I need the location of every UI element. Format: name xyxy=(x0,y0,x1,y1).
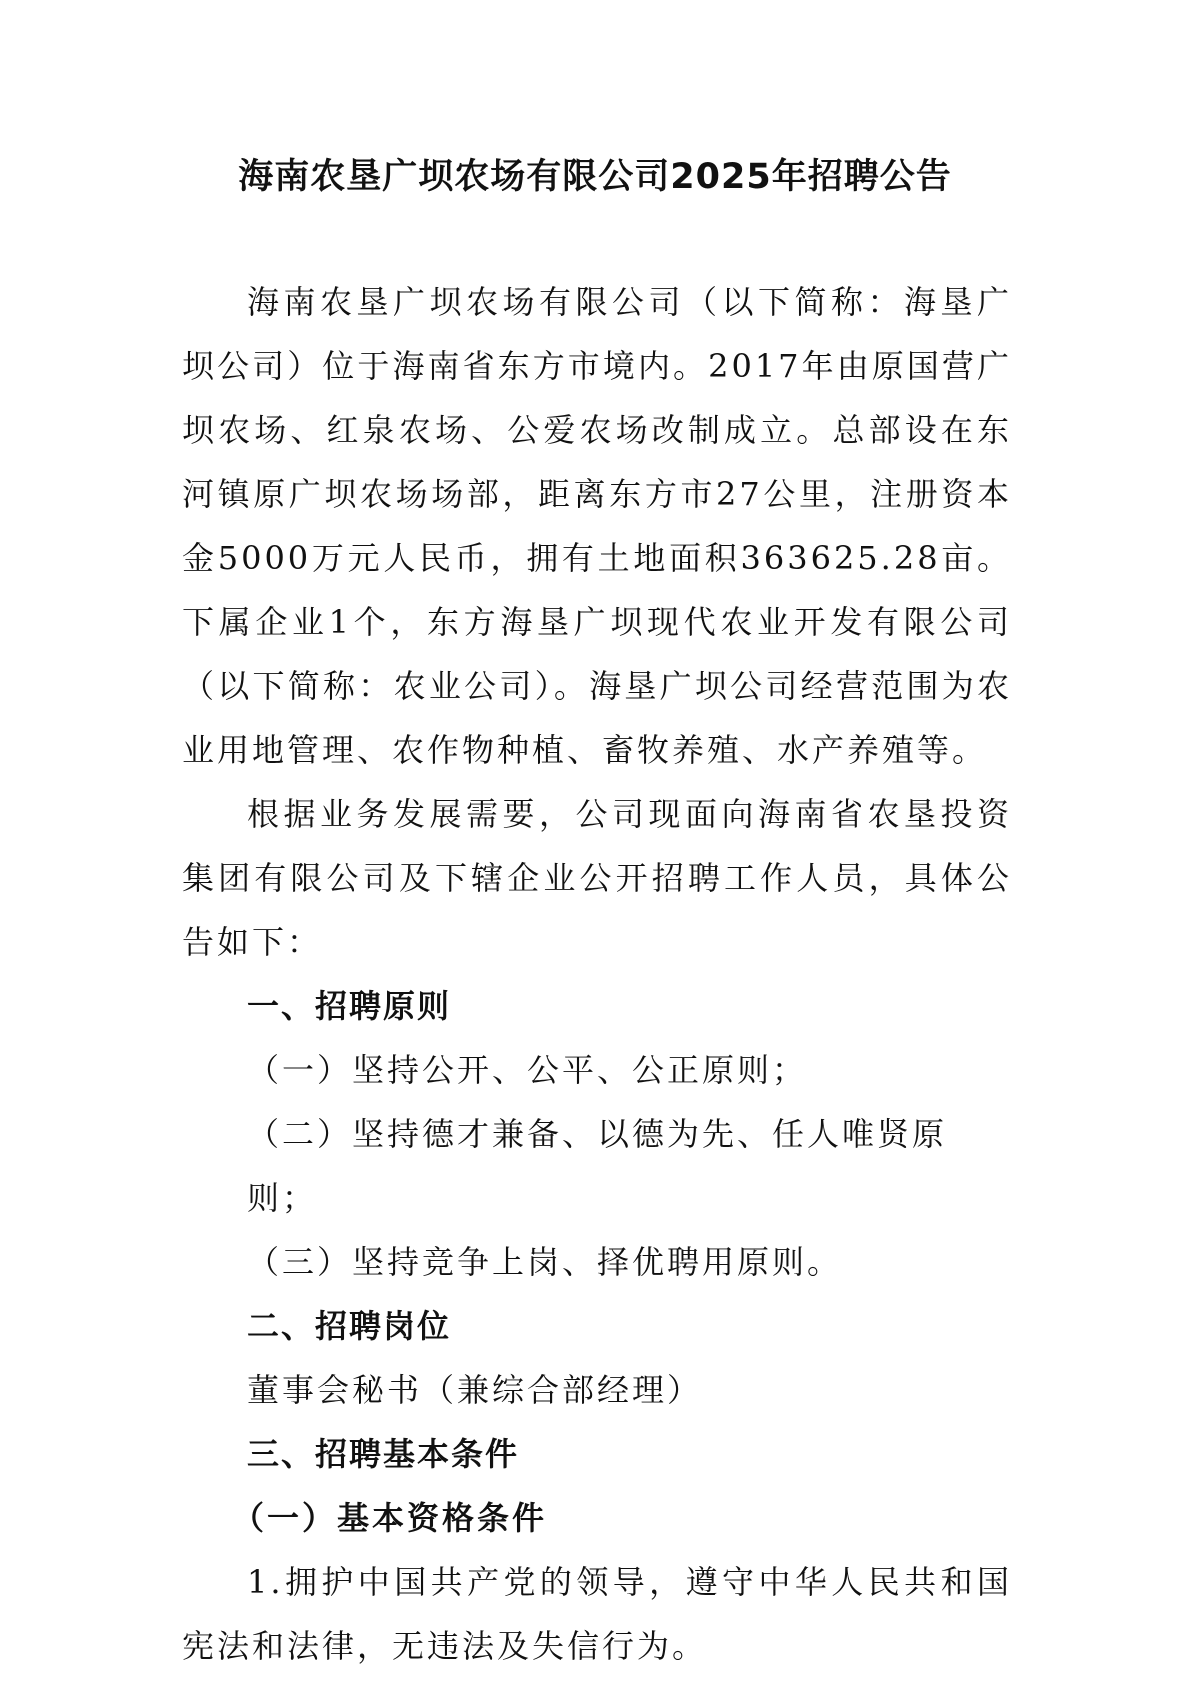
qualification-item-1: 1.拥护中国共产党的领导，遵守中华人民共和国宪法和法律，无违法及失信行为。 xyxy=(182,1563,1012,1665)
position-name: 董事会秘书（兼综合部经理） xyxy=(247,1371,703,1409)
subheading-basic-qualifications: （一）基本资格条件 xyxy=(232,1499,548,1537)
section-heading-positions: 二、招聘岗位 xyxy=(247,1307,452,1345)
document-body xyxy=(182,270,1012,1678)
principle-item-3: （三）坚持竞争上岗、择优聘用原则。 xyxy=(247,1243,843,1281)
document-title: 海南农垦广坝农场有限公司2025年招聘公告 xyxy=(238,157,952,197)
intro-paragraph-2: 根据业务发展需要，公司现面向海南省农垦投资集团有限公司及下辖企业公开招聘工作人员，具体公告如下： xyxy=(182,795,1012,961)
section-heading-conditions: 三、招聘基本条件 xyxy=(247,1435,520,1473)
section-heading-principles: 一、招聘原则 xyxy=(247,987,452,1025)
principle-item-1: （一）坚持公开、公平、公正原则； xyxy=(247,1051,808,1089)
intro-paragraph-1: 海南农垦广坝农场有限公司（以下简称：海垦广坝公司）位于海南省东方市境内。2017年由原国营广坝农场、红泉农场、公爱农场改制成立。总部设在东河镇原广坝农场场部，距离东方市27公里，注册资本金5000万元人民币，拥有土地面积363625.28亩。下属企业1个，东方海垦广坝现代农业开发有限公司（以下简称：农业公司）。海垦广坝公司经营范围为农业用地管理、农作物种植、畜牧养殖、水产养殖等。 xyxy=(182,283,1012,769)
principle-item-2: （二）坚持德才兼备、以德为先、任人唯贤原则； xyxy=(247,1115,948,1217)
